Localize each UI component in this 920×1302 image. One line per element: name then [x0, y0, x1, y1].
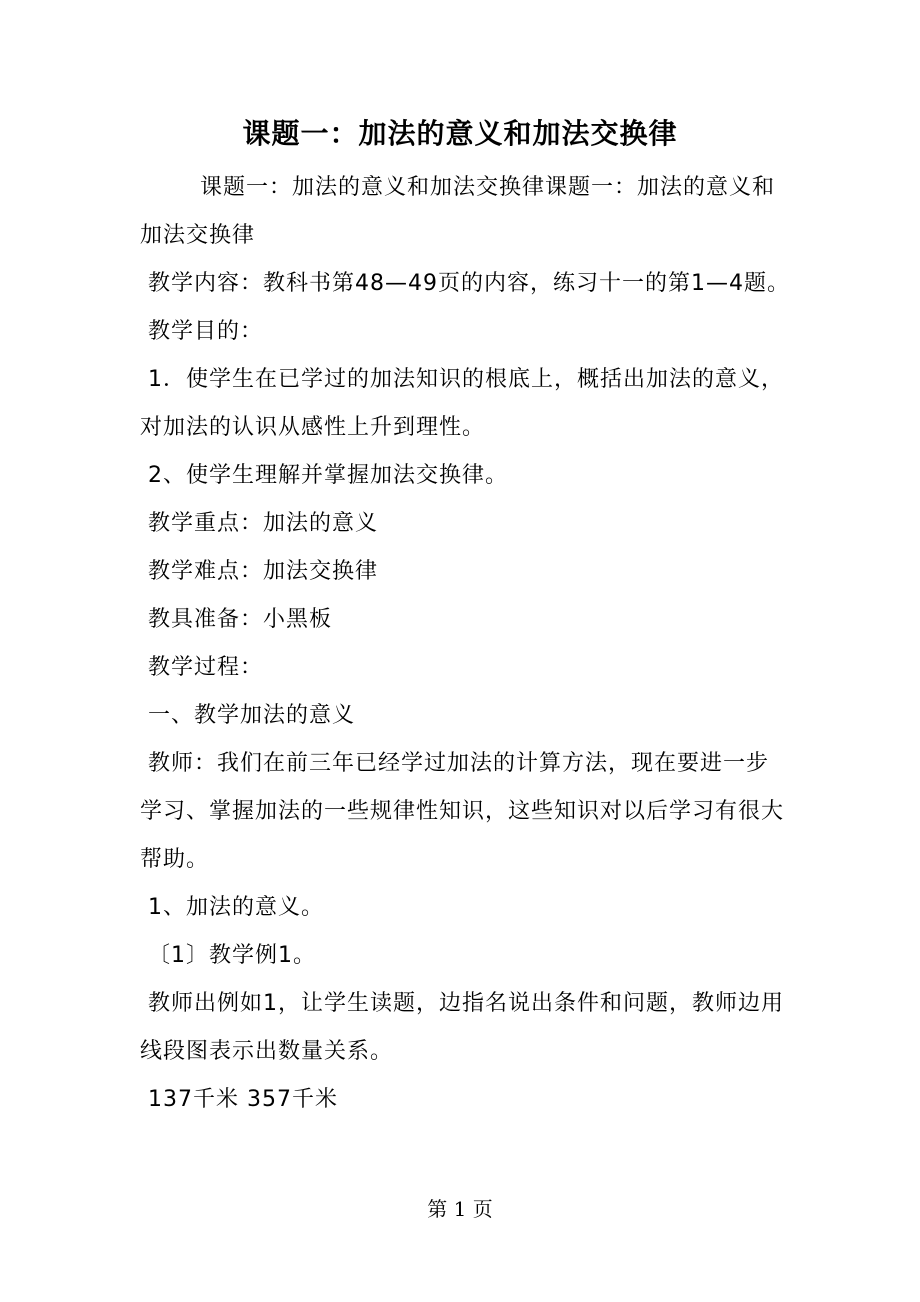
paragraph-intro: 课题一：加法的意义和加法交换律课题一：加法的意义和加法交换律: [140, 175, 776, 248]
paragraph-process-heading: 教学过程：: [148, 655, 264, 680]
paragraph-teacher-intro: 教师：我们在前三年已经学过加法的计算方法，现在要进一步学习、掌握加法的一些规律性知识，这些知识对以后学习有很大帮助。: [140, 751, 785, 872]
paragraph-section-one: 一、教学加法的意义: [148, 703, 356, 728]
paragraph-teaching-aids: 教具准备：小黑板: [148, 607, 333, 632]
paragraph-teaching-goals-heading: 教学目的：: [148, 319, 264, 344]
document-body: [140, 164, 790, 1124]
paragraph-key-point: 教学重点：加法的意义: [148, 511, 379, 536]
paragraph-teaching-content: 教学内容：教科书第48—49页的内容，练习十一的第1—4题。: [148, 271, 790, 296]
paragraph-distances: 137千米 357千米: [148, 1087, 338, 1112]
page-number: 第 1 页: [427, 1197, 493, 1221]
paragraph-goal-2: 2、使学生理解并掌握加法交换律。: [148, 463, 508, 488]
paragraph-example-instructions: 教师出例如1，让学生读题，边指名说出条件和问题，教师边用线段图表示出数量关系。: [140, 991, 784, 1064]
paragraph-goal-1: 1．使学生在已学过的加法知识的根底上，概括出加法的意义，对加法的认识从感性上升到理性。: [140, 367, 784, 440]
document-title: 课题一：加法的意义和加法交换律: [242, 117, 678, 150]
paragraph-difficult-point: 教学难点：加法交换律: [148, 559, 379, 584]
paragraph-example-1: 〔1〕教学例1。: [148, 943, 316, 968]
paragraph-addition-meaning: 1、加法的意义。: [148, 895, 324, 920]
